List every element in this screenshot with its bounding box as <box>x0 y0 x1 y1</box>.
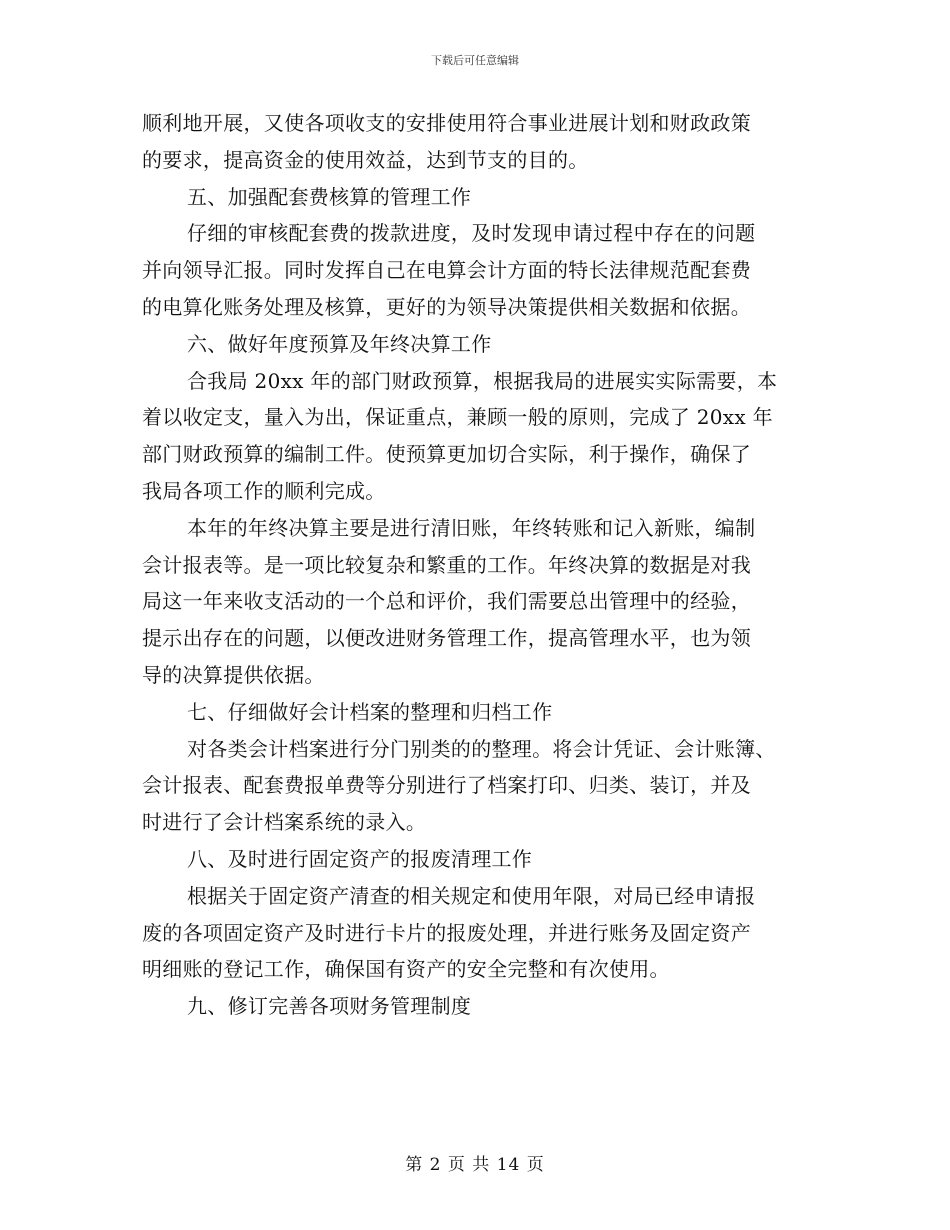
document-body <box>142 105 812 1025</box>
body-line: 并向领导汇报。同时发挥自己在电算会计方面的特长法律规范配套费 <box>142 258 751 283</box>
body-line: 提示出存在的问题，以便改进财务管理工作，提高管理水平，也为领 <box>142 626 751 651</box>
body-line: 局这一年来收支活动的一个总和评价，我们需要总出管理中的经验， <box>142 589 751 614</box>
body-line: 明细账的登记工作，确保国有资产的安全完整和有次使用。 <box>142 957 670 982</box>
page-header: 下载后可任意编辑 <box>431 54 519 67</box>
section-heading: 六、做好年度预算及年终决算工作 <box>187 331 492 356</box>
section-heading: 七、仔细做好会计档案的整理和归档工作 <box>187 699 553 724</box>
body-line: 会计报表、配套费报单费等分别进行了档案打印、归类、装订，并及 <box>142 773 751 798</box>
page-footer: 第 2 页 共 14 页 <box>405 1155 545 1175</box>
body-line: 的要求，提高资金的使用效益，达到节支的目的。 <box>142 147 589 172</box>
body-line: 部门财政预算的编制工件。使预算更加切合实际，利于操作，确保了 <box>142 442 751 467</box>
body-line: 会计报表等。是一项比较复杂和繁重的工作。年终决算的数据是对我 <box>142 552 751 577</box>
body-line: 时进行了会计档案系统的录入。 <box>142 810 427 835</box>
body-line: 导的决算提供依据。 <box>142 662 325 687</box>
body-line: 的电算化账务处理及核算，更好的为领导决策提供相关数据和依据。 <box>142 294 751 319</box>
body-line: 仔细的审核配套费的拨款进度，及时发现申请过程中存在的问题 <box>187 221 756 246</box>
body-line: 本年的年终决算主要是进行清旧账，年终转账和记入新账，编制 <box>187 515 756 540</box>
body-line: 合我局 20xx 年的部门财政预算，根据我局的进展实实际需要，本 <box>187 368 778 393</box>
section-heading: 八、及时进行固定资产的报废清理工作 <box>187 846 533 871</box>
body-line: 根据关于固定资产清查的相关规定和使用年限，对局已经申请报 <box>187 883 756 908</box>
body-line: 废的各项固定资产及时进行卡片的报废处理，并进行账务及固定资产 <box>142 920 751 945</box>
section-heading: 五、加强配套费核算的管理工作 <box>187 184 472 209</box>
section-heading: 九、修订完善各项财务管理制度 <box>187 994 472 1019</box>
body-line: 顺利地开展，又使各项收支的安排使用符合事业进展计划和财政政策 <box>142 111 751 135</box>
body-line: 我局各项工作的顺利完成。 <box>142 478 386 503</box>
body-line: 对各类会计档案进行分门别类的的整理。将会计凭证、会计账簿、 <box>187 736 776 761</box>
body-line: 着以收定支，量入为出，保证重点，兼顾一般的原则，完成了 20xx 年 <box>142 405 773 430</box>
